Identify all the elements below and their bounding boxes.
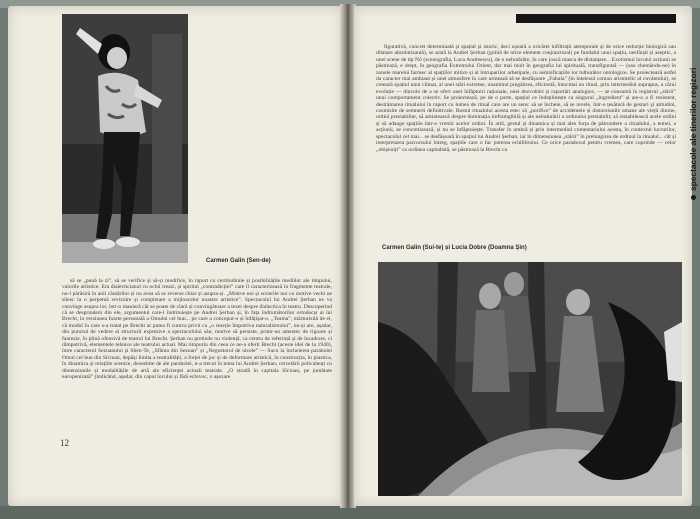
section-vertical-label bbox=[688, 68, 698, 200]
section-vertical-label-text: spectacole ale tinerilor regizori bbox=[688, 67, 698, 191]
bullet-dot-icon bbox=[691, 195, 696, 200]
right-photo-stage-scene bbox=[378, 262, 682, 496]
right-photo-caption: Carmen Galin (Sui-te) și Lucia Dobre (Doamna Șin) bbox=[382, 245, 527, 251]
right-page-body-text: figurativă, concret determinată și spațial și istoric, deci ușoară a oricărei infiltrații atemporale și de orice reducție biologică sau dilatare absolutizantă), se arată la Andrei Șerban (golită de orice element conjunctural) pe fundalul unui spațiu, nesfârșit și aseptic, a unei scene de tip Nô (scenografia, Luca Andreescu), de o nehotărâre, în care joacă masca de distanțare... Exotismul locului acțiunii se păstrează, e drept, în geografia Extremului Orient, dar mai mult în geografia lui spirituală, transfigurată — (sau chemându-ne) în zonele marelui farmec al spațiilor mitice și al întruparilor arhetipale, cu semnificațiile lor tulburător ontologice. Se proiectează astfel da caracter mai ambiant și unei atmosfere în care urmează să se desfășoare „Fabula” (în întelesul comun aristotelic al cuvântului), se creează spațiul unui climat, al unei stări extreme, unanimul pregătirea, eficientă, întocmai un ritual, prin intermediul suprapus, a cărui evoluție — dincolo de a se oferi unei înfăptuiri raționale, unei dezvoltări și raportări analogice, — se consumă în registrul „stării” unui comportament colectiv. Se proiectează, pe de o parte, spațiul ce îndeplinește ca singurul „ingredient” și are-o a fi rezistent, destrămarea ritualului în raport cu lumea de ritual care are un sens: să se încheie, să se revele, într-o țesătură de gesturi și atitudini, cosmisite de semnerii definitivale. Rostul ritualului acesta este: să „purifice” de accidentele și distorsiunile umane ale vieții diurne, ordini prestabilite, să amintească despre dominația ireframgibilă și ale neîndurării a ordinului prestabilit; să restabilească acele ordini și să adauge spațiile într-o vremii acelor ordini. În artă, gestul și dinamica și mai ales forța de pătrundere a ritualului, a temei, a acțiunii, se concretizează, și nu se înfăptuiește. Transfer în umbră și prin intermediul comentariului acesta, în contextul lucrurilor, spectacolul cel mai... se desfășoară în spațiul lui Andrei Șerban, iar în dimensiunea „stării” în prelungirea de ordinul la ritualul... cât și interpretarea parcursului întreg, spațiile care o fac puterea echilibrului. Ce orice paradoxul pentru vremea, care cuprinde — celor „obișnuiți” ca ordinea capitalistă, se păstrează la Brecht cu bbox=[376, 44, 676, 153]
header-black-bar bbox=[516, 14, 676, 23]
page-number: 12 bbox=[60, 438, 69, 448]
left-page-body-text: să se „pună la zi”, să se verifice și să-și modifice, în raport cu certitudinile și posibilitățile mediilor ale timpului, valorile artistice. Era dialecticianul cu ochii treazi, și spiritul „contradicției” care îl caracterizează în fragmente teatrale, nu-l părăsiră în anii căutărilor și nu avea să se reverse chiar și asupra-și. „Motive noi și scrierile noi cu motive vechi ne silesc la o perpetuă revizuire și completare a mijloacelor noastre artistice”. Spectacolul lui Andrei Șerban ne va convinge asupra lor, într-o manieră cât se poate de clară și convingătoare a tezei despre dialectica în teatru. Descoperind că se desprindem din ele, argumentul care-l îndrituiește pe Andrei Șerban și, în fața îndrumătorilor ortodocși ai lui Brecht, la versiunea foarte personală a Omului cel bun... pe care a conceput-o și înfățișat-o. „Teama”, mărturisită de el, că modul în care s-a tratat pe Brecht ar putea fi cumva privit ca „o reacție împotriva naturalismului”, nu-și are, așadar, din punctul de vedere al structurii expresive a spectacolului său, motive să persiste, printr-un amestec de rigoare și fantezie, în plină ofensivă de teatrul lui Brecht. Șerban nu pretinde nu violență, ca centru de referință și de încadrare, ci dimpotrivă, elementele tehnice ale teatrului actual. Mai timpuriu din ceea ce ne-a oferit Brecht (aceste idei de la 1940), între caracterul Sezuanului și Shen-Te, „Sfânta din Sezuan” și „Negustorul de ulcele” — Sucu la încheierea parabolei Omul cel bun din Sîciuan, depăși limita a teatralității, a forței de joc și de deformare artistică, în construcția, în plastica, în dinamica și relațiile scenice, deosebite de ale parabolei, n-a trecut în tema lui Andrei Șerban; cercetării polivalenți cu dimensiunile și modalitățile de artă ale eficienței actuali teatrale. „O stradă în capitala Sîciuan, pe jumătate europenizată” (indicând, așadar, din capul locului și fără echivoc, o așezare bbox=[62, 278, 332, 381]
left-photo-actress-dancing bbox=[62, 14, 188, 263]
left-photo-caption: Carmen Galin (Sen-de) bbox=[206, 258, 271, 264]
